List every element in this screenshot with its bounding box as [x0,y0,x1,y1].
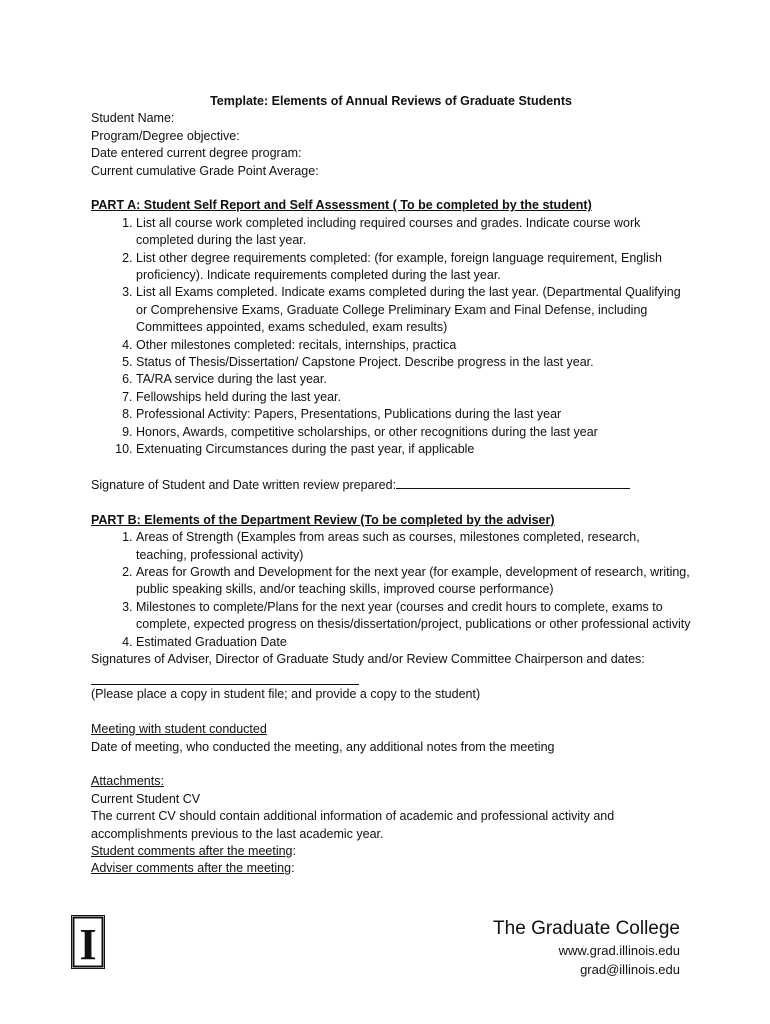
list-item: 5. Status of Thesis/Dissertation/ Capstone Project. Describe progress in the last year. [136,354,691,371]
list-item: 4. Other milestones completed: recitals, internships, practica [136,337,691,354]
meeting-heading: Meeting with student conducted [91,722,267,737]
list-item: 1. Areas of Strength (Examples from areas such as courses, milestones completed, research, teaching, professional activity) [136,529,691,564]
part-b-heading: PART B: Elements of the Department Review (To be completed by the adviser) [91,512,555,527]
list-item: 6. TA/RA service during the last year. [136,371,691,388]
adviser-signatures-label: Signatures of Adviser, Director of Graduate Study and/or Review Committee Chairperson and dates: [91,651,645,666]
footer [493,917,680,979]
student-comments-label: Student comments after the meeting [91,843,293,858]
part-b-list [91,529,691,651]
field-gpa: Current cumulative Grade Point Average: [91,163,319,178]
attachment-cv-text-1: The current CV should contain additional information of academic and professional activity and [91,809,615,824]
list-item: 3. List all Exams completed. Indicate exams completed during the last year. (Departmental Qualifying or Comprehensive Exams, Graduate College Preliminary Exam and Final Defense, including Committees appointed, exams scheduled, exam results) [136,284,691,336]
adviser-signature-blank[interactable] [91,668,359,685]
document-title: Template: Elements of Annual Reviews of Graduate Students [210,94,572,108]
list-item: 7. Fellowships held during the last year. [136,389,691,406]
copy-note: (Please place a copy in student file; and provide a copy to the student) [91,687,481,702]
part-a-list [91,215,691,459]
illinois-logo-icon [71,915,105,969]
field-date-entered: Date entered current degree program: [91,146,302,161]
list-item: 1. List all course work completed including required courses and grades. Indicate course work completed during the last year. [136,215,691,250]
college-email: grad@illinois.edu [580,962,680,977]
attachment-cv-text-2: accomplishments previous to the last academic year. [91,826,384,841]
field-program: Program/Degree objective: [91,128,240,143]
student-signature-label: Signature of Student and Date written review prepared: [91,477,397,492]
part-a-heading: PART A: Student Self Report and Self Assessment ( To be completed by the student) [91,198,592,213]
logo-letter: I [79,920,97,969]
list-item: 9. Honors, Awards, competitive scholarships, or other recognitions during the last year [136,424,691,441]
student-comments-line: Student comments after the meeting: [91,843,296,858]
signature-blank[interactable] [396,476,630,489]
college-website: www.grad.illinois.edu [558,943,680,958]
adviser-comments-label: Adviser comments after the meeting [91,861,292,876]
adviser-comments-line: Adviser comments after the meeting: [91,861,295,876]
attachment-cv-label: Current Student CV [91,791,201,806]
list-item: 8. Professional Activity: Papers, Presentations, Publications during the last year [136,406,691,423]
field-student-name: Student Name: [91,111,175,126]
college-name: The Graduate College [493,918,680,939]
list-item: 3. Milestones to complete/Plans for the next year (courses and credit hours to complete, exams to complete, expected progress on thesis/dissertation/project, publications or other professional activity [136,599,691,634]
list-item: 4. Estimated Graduation Date [136,634,691,651]
student-signature-line [91,476,691,494]
list-item: 2. Areas for Growth and Development for the next year (for example, development of research, writing, public speaking skills, and/or teaching skills, improved course performance) [136,564,691,599]
meeting-text: Date of meeting, who conducted the meeting, any additional notes from the meeting [91,739,555,754]
attachments-heading: Attachments: [91,774,164,789]
list-item: 10. Extenuating Circumstances during the past year, if applicable [136,441,691,458]
list-item: 2. List other degree requirements completed: (for example, foreign language requirement, English proficiency). Indicate requirements completed during the last year. [136,250,691,285]
document-body [91,93,691,878]
